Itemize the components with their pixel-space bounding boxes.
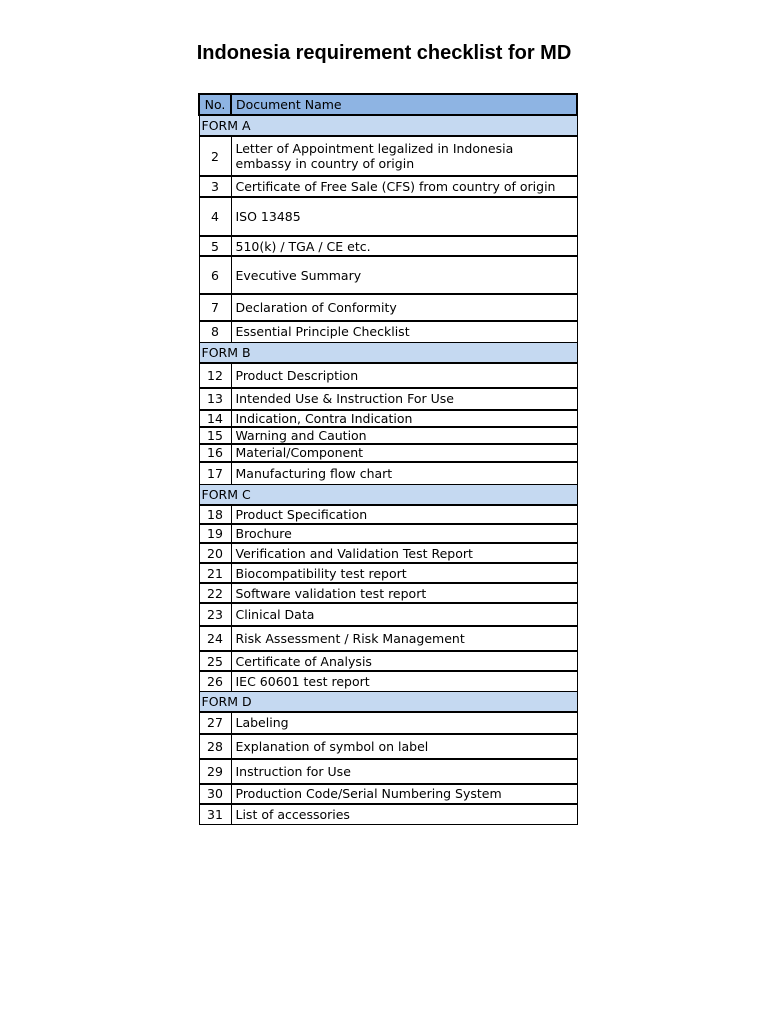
document-name: IEC 60601 test report [231,671,577,691]
document-name: Indication, Contra Indication [231,410,577,427]
section-row [199,691,577,712]
row-number: 2 [199,136,231,176]
table-row [199,197,577,236]
table-row [199,136,577,176]
row-number: 19 [199,524,231,543]
document-name: Biocompatibility test report [231,563,577,583]
table-row [199,256,577,294]
checklist-body [199,115,577,825]
row-number: 3 [199,176,231,197]
row-number: 5 [199,236,231,256]
document-name: Product Description [231,363,577,388]
table-row [199,321,577,342]
row-number: 27 [199,712,231,734]
row-number: 30 [199,784,231,804]
document-name: Product Specification [231,505,577,524]
document-name: Letter of Appointment legalized in Indonesia embassy in country of origin [231,136,577,176]
row-number: 31 [199,804,231,825]
row-number: 26 [199,671,231,691]
table-row [199,462,577,485]
row-number: 23 [199,603,231,626]
row-number: 28 [199,734,231,759]
table-header-row [199,94,577,115]
table-row [199,388,577,410]
section-label: FORM A [199,115,577,136]
document-name: Production Code/Serial Numbering System [231,784,577,804]
section-label: FORM C [199,485,577,506]
document-name: Material/Component [231,444,577,462]
document-name: Manufacturing flow chart [231,462,577,485]
row-number: 8 [199,321,231,342]
table-row [199,651,577,671]
document-name: Warning and Caution [231,427,577,444]
document-name: List of accessories [231,804,577,825]
document-name: Essential Principle Checklist [231,321,577,342]
document-name: Instruction for Use [231,759,577,784]
document-name: Clinical Data [231,603,577,626]
table-row [199,363,577,388]
column-header-document-name: Document Name [231,94,577,115]
row-number: 6 [199,256,231,294]
row-number: 29 [199,759,231,784]
table-row [199,444,577,462]
row-number: 22 [199,583,231,603]
document-name: Brochure [231,524,577,543]
table-row [199,712,577,734]
row-number: 16 [199,444,231,462]
section-label: FORM D [199,691,577,712]
table-row [199,176,577,197]
row-number: 17 [199,462,231,485]
table-row [199,603,577,626]
requirement-checklist-table [198,93,578,825]
row-number: 18 [199,505,231,524]
row-number: 24 [199,626,231,651]
table-row [199,294,577,321]
section-row [199,342,577,363]
table-row [199,427,577,444]
document-name: Certificate of Analysis [231,651,577,671]
table-row [199,671,577,691]
table-row [199,410,577,427]
document-name: ISO 13485 [231,197,577,236]
column-header-no: No. [199,94,231,115]
table-row [199,563,577,583]
document-name: 510(k) / TGA / CE etc. [231,236,577,256]
row-number: 14 [199,410,231,427]
section-row [199,115,577,136]
row-number: 13 [199,388,231,410]
document-name: Intended Use & Instruction For Use [231,388,577,410]
row-number: 25 [199,651,231,671]
table-row [199,505,577,524]
row-number: 15 [199,427,231,444]
table-row [199,784,577,804]
section-row [199,485,577,506]
table-row [199,543,577,563]
document-name: Verification and Validation Test Report [231,543,577,563]
document-name: Declaration of Conformity [231,294,577,321]
row-number: 7 [199,294,231,321]
row-number: 4 [199,197,231,236]
document-name: Labeling [231,712,577,734]
document-name: Evecutive Summary [231,256,577,294]
table-row [199,734,577,759]
table-row [199,236,577,256]
document-name: Certificate of Free Sale (CFS) from country of origin [231,176,577,197]
table-row [199,804,577,825]
page-title: Indonesia requirement checklist for MD [196,42,572,64]
section-label: FORM B [199,342,577,363]
row-number: 21 [199,563,231,583]
document-name: Explanation of symbol on label [231,734,577,759]
row-number: 20 [199,543,231,563]
table-row [199,759,577,784]
document-name: Risk Assessment / Risk Management [231,626,577,651]
table-row [199,626,577,651]
row-number: 12 [199,363,231,388]
table-row [199,524,577,543]
table-row [199,583,577,603]
document-name: Software validation test report [231,583,577,603]
